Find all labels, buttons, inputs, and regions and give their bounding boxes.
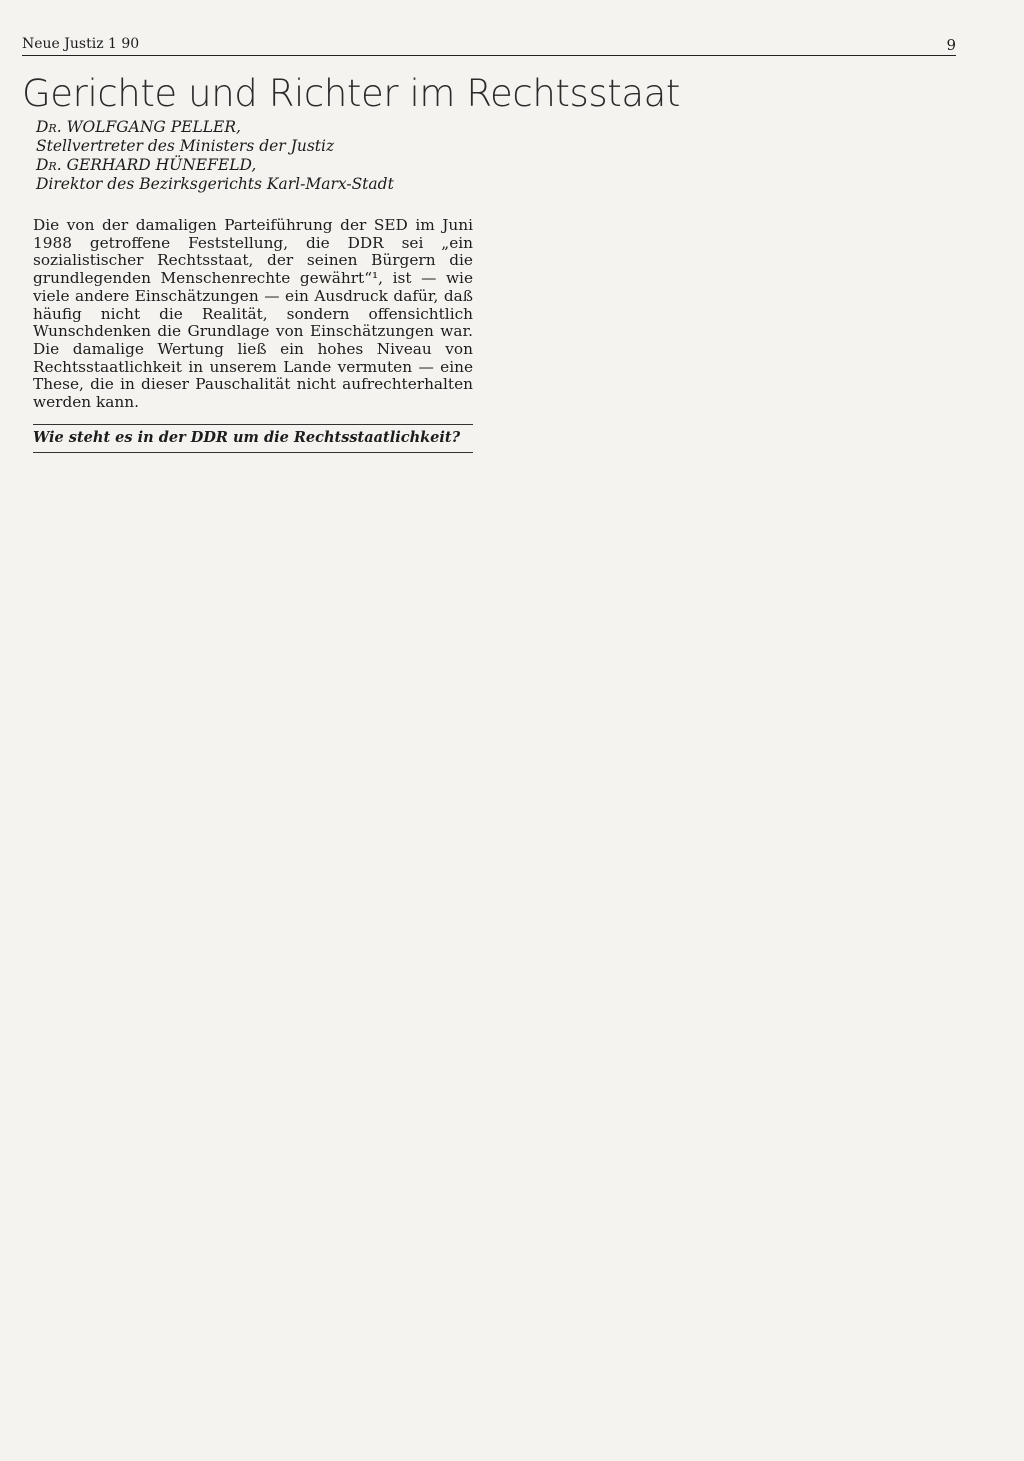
- section-subheading: Wie steht es in der DDR um die Rechtsstaatlichkeit?: [33, 424, 473, 454]
- author-name: Dr. GERHARD HÜNEFELD,: [36, 156, 257, 174]
- left-column: [33, 217, 473, 461]
- journal-issue: Neue Justiz 1 90: [22, 36, 140, 52]
- paragraph: Die von der damaligen Parteiführung der SED im Juni 1988 getroffene Feststellung, die DDR sei „ein sozialistischer Rechtsstaat, der seinen Bürgern die grundlegenden Menschenrechte gewährt“¹, ist — wie viele andere Einschätzungen — ein Ausdruck dafür, daß häufig nicht die Realität, sondern offensichtlich Wunschdenken die Grundlage von Einschätzungen war. Die damalige Wertung ließ ein hohes Niveau von Rechtsstaatlichkeit in unserem Lande vermuten — eine These, die in dieser Pauschalität nicht aufrechterhalten werden kann.: [33, 216, 473, 412]
- running-header: [22, 36, 956, 56]
- article-title: Gerichte und Richter im Rechtsstaat: [22, 72, 681, 115]
- author-block: [36, 118, 394, 194]
- author-role: Stellvertreter des Ministers der Justiz: [36, 137, 335, 155]
- author-role: Direktor des Bezirksgerichts Karl-Marx-Stadt: [36, 175, 394, 193]
- page-number: 9: [946, 36, 956, 54]
- author-name: Dr. WOLFGANG PELLER,: [36, 118, 241, 136]
